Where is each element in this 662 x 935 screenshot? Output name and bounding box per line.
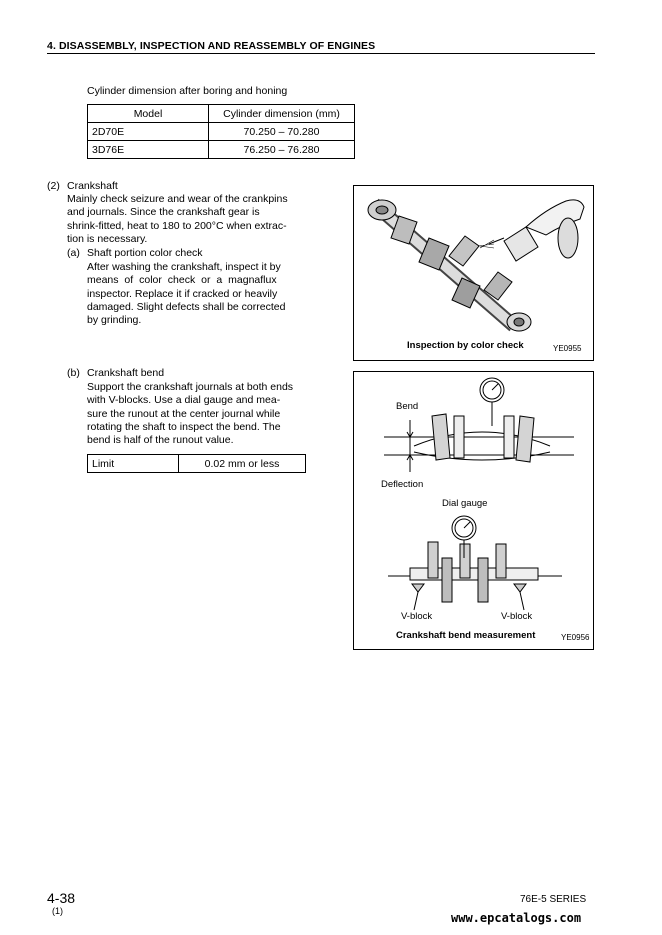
text-line: Support the crankshaft journals at both ends <box>87 381 294 393</box>
text-line: rotating the shaft to inspect the bend. The <box>87 420 281 433</box>
crankshaft-spray-illustration <box>354 186 593 360</box>
cylinder-table-title: Cylinder dimension after boring and honing <box>87 85 288 97</box>
text-line: shrink-fitted, heat to 180 to 200°C when extrac- <box>67 219 287 232</box>
table-cell: 76.250 – 76.280 <box>209 141 355 159</box>
table-header-cell: Cylinder dimension (mm) <box>209 105 355 123</box>
text-line: inspector. Replace it if cracked or heavily <box>87 287 278 300</box>
text-line: means of color check or a magnaflux <box>87 274 277 287</box>
figure-code: YE0956 <box>561 633 590 642</box>
deflection-label: Deflection <box>381 479 424 490</box>
text-line: After washing the crankshaft, inspect it by <box>87 261 281 273</box>
table-header-row <box>88 105 355 123</box>
vblock-right-label: V-block <box>501 611 533 622</box>
vblock-left-label: V-block <box>401 611 433 622</box>
text-line: Mainly check seizure and wear of the crankpins <box>67 193 288 205</box>
color-check-text <box>87 261 305 327</box>
figure-caption: Inspection by color check <box>407 340 524 351</box>
limit-value: 0.02 mm or less <box>179 455 306 473</box>
subsection-heading: Shaft portion color check <box>87 247 203 259</box>
table-cell: 2D70E <box>88 123 209 141</box>
series-label: 76E-5 SERIES <box>520 894 587 905</box>
bend-label: Bend <box>396 401 419 412</box>
limit-label: Limit <box>88 455 179 473</box>
text-line: by grinding. <box>87 314 142 327</box>
subsection-number: (b) <box>67 367 80 379</box>
figure-caption: Crankshaft bend measurement <box>396 630 536 641</box>
crankshaft-intro <box>67 193 305 246</box>
table-row <box>88 455 306 473</box>
limit-table <box>87 454 306 473</box>
page-number: 4-38 <box>47 890 76 906</box>
section-number: (2) <box>47 180 60 192</box>
text-line: damaged. Slight defects shall be corrected <box>87 300 286 313</box>
table-cell: 3D76E <box>88 141 209 159</box>
section-heading: Crankshaft <box>67 180 118 192</box>
figure-bend-measurement <box>353 371 594 650</box>
header-rule <box>47 53 595 54</box>
subsection-heading: Crankshaft bend <box>87 367 165 379</box>
table-header-cell: Model <box>88 105 209 123</box>
table-cell: 70.250 – 70.280 <box>209 123 355 141</box>
text-line: with V-blocks. Use a dial gauge and mea- <box>87 394 281 407</box>
table-row <box>88 141 355 159</box>
subsection-number: (a) <box>67 247 80 259</box>
text-line: bend is half of the runout value. <box>87 434 234 447</box>
bend-text <box>87 381 305 447</box>
table-row <box>88 123 355 141</box>
figure-color-check <box>353 185 594 361</box>
section-title: 4. DISASSEMBLY, INSPECTION AND REASSEMBLY OF ENGINES <box>47 40 376 52</box>
text-line: tion is necessary. <box>67 232 148 245</box>
figure-code: YE0955 <box>553 344 582 353</box>
text-line: and journals. Since the crankshaft gear is <box>67 206 260 219</box>
bend-diagram <box>354 372 593 649</box>
cylinder-table <box>87 104 355 159</box>
revision-number: (1) <box>52 906 63 916</box>
dial-gauge-label: Dial gauge <box>442 498 488 509</box>
watermark: www.epcatalogs.com <box>451 911 582 925</box>
text-line: sure the runout at the center journal while <box>87 407 281 420</box>
